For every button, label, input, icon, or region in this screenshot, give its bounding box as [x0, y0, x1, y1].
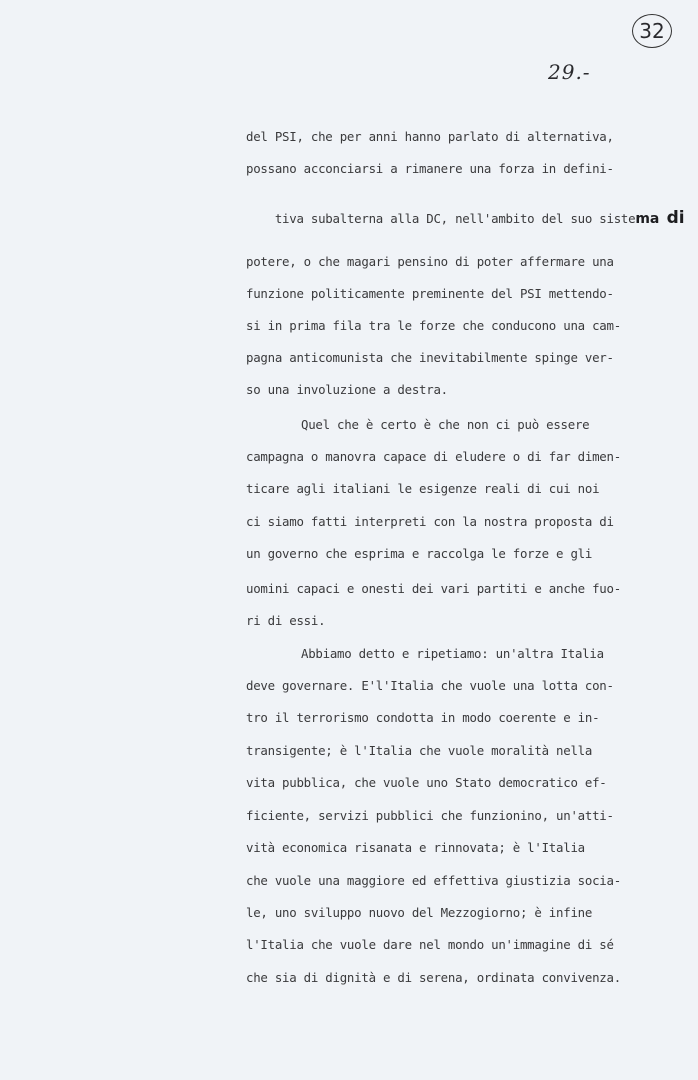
text-line-26: che sia di dignità e di serena, ordinata convivenza.: [246, 970, 621, 985]
text-line-12: ci siamo fatti interpreti con la nostra proposta di: [246, 514, 614, 529]
text-line-9: Quel che è certo è che non ci può essere: [301, 417, 590, 432]
text-line-18: tro il terrorismo condotta in modo coerente e in-: [246, 710, 600, 725]
text-line-25: l'Italia che vuole dare nel mondo un'immagine di sé: [246, 937, 614, 952]
text-line-3: [246, 193, 685, 243]
text-line-23: che vuole una maggiore ed effettiva giustizia socia-: [246, 873, 621, 888]
text-line-17: deve governare. E'l'Italia che vuole una lotta con-: [246, 678, 614, 693]
text-line-8: so una involuzione a destra.: [246, 382, 448, 397]
text-line-15: ri di essi.: [246, 613, 326, 628]
text-line-4: potere, o che magari pensino di poter affermare una: [246, 254, 614, 269]
text-line-1: del PSI, che per anni hanno parlato di alternativa,: [246, 129, 614, 144]
text-line-11: ticare agli italiani le esigenze reali di cui noi: [246, 481, 600, 496]
text-line-16: Abbiamo detto e ripetiamo: un'altra Italia: [301, 646, 604, 661]
archive-number: 32: [639, 19, 665, 43]
text-line-3-typed: tiva subalterna alla DC, nell'ambito del suo siste: [274, 211, 636, 226]
text-line-19: transigente; è l'Italia che vuole moralità nella: [246, 743, 593, 758]
page-number: 29.-: [548, 60, 591, 84]
text-line-6: si in prima fila tra le forze che conducono una cam-: [246, 318, 621, 333]
text-line-13: un governo che esprima e raccolga le forze e gli: [246, 546, 593, 561]
text-line-2: possano acconciarsi a rimanere una forza in defini-: [246, 161, 614, 176]
text-line-5: funzione politicamente preminente del PSI mettendo-: [246, 286, 614, 301]
text-line-24: le, uno sviluppo nuovo del Mezzogiorno; è infine: [246, 905, 593, 920]
handwritten-correction-di: di: [666, 208, 685, 228]
text-line-7: pagna anticomunista che inevitabilmente spinge ver-: [246, 350, 614, 365]
text-line-21: ficiente, servizi pubblici che funzionino, un'atti-: [246, 808, 614, 823]
archive-number-stamp: [632, 14, 672, 48]
text-line-20: vita pubblica, che vuole uno Stato democratico ef-: [246, 775, 607, 790]
text-line-10: campagna o manovra capace di eludere o di far dimen-: [246, 449, 621, 464]
handwritten-correction-ma: ma: [635, 211, 660, 227]
text-line-22: vità economica risanata e rinnovata; è l'Italia: [246, 840, 585, 855]
text-line-14: uomini capaci e onesti dei vari partiti e anche fuo-: [246, 581, 621, 596]
